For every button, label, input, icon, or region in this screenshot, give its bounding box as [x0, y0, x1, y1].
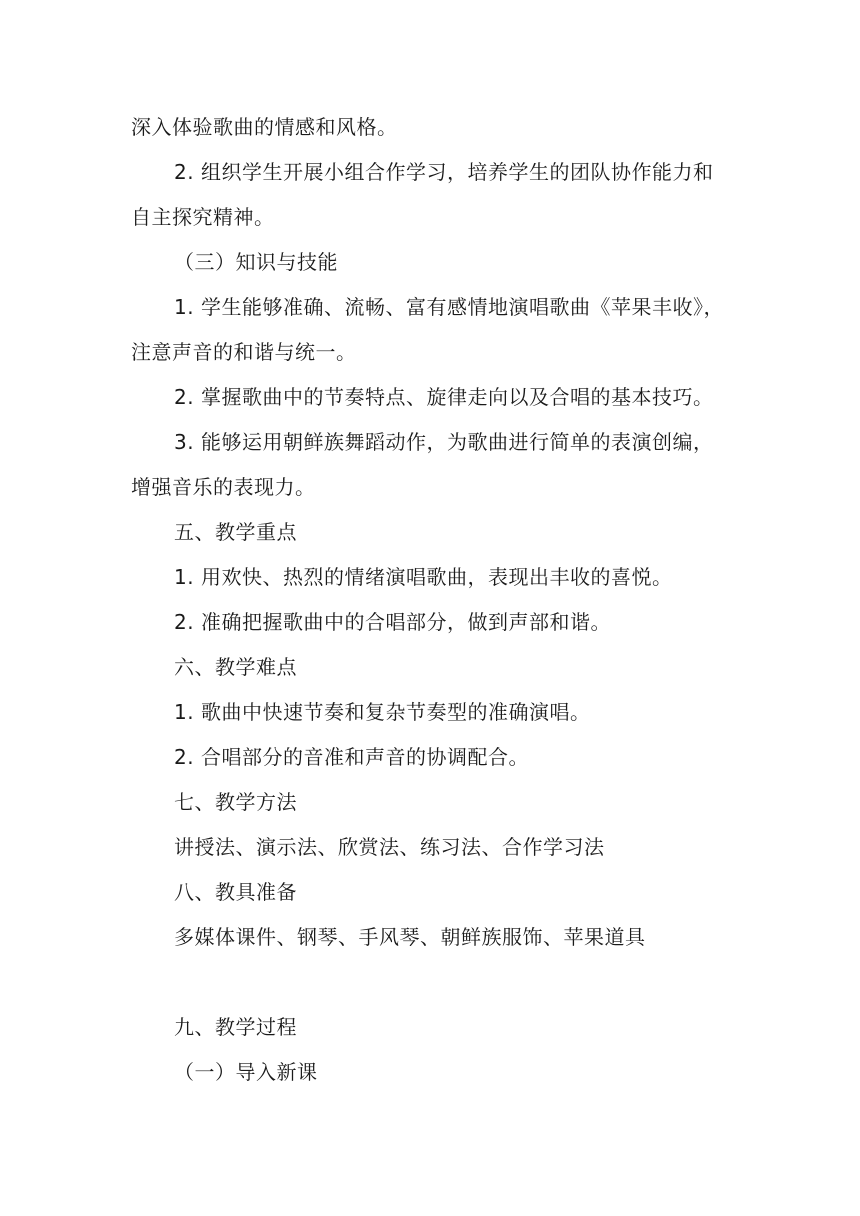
section-heading: 七、教学方法 — [174, 790, 297, 814]
paragraph-line: 1. 学生能够准确、流畅、富有感情地演唱歌曲《苹果丰收》， — [174, 295, 724, 319]
paragraph-line: 深入体验歌曲的情感和风格。 — [131, 115, 398, 139]
paragraph-line: 增强音乐的表现力。 — [131, 475, 316, 499]
paragraph-line: 2. 组织学生开展小组合作学习，培养学生的团队协作能力和 — [174, 160, 714, 184]
paragraph-line: 2. 合唱部分的音准和声音的协调配合。 — [174, 745, 529, 769]
paragraph-line: 1. 歌曲中快速节奏和复杂节奏型的准确演唱。 — [174, 700, 591, 724]
paragraph-line: 讲授法、演示法、欣赏法、练习法、合作学习法 — [174, 835, 605, 859]
paragraph-line: 1. 用欢快、热烈的情绪演唱歌曲，表现出丰收的喜悦。 — [174, 565, 673, 589]
section-heading: 五、教学重点 — [174, 520, 297, 544]
paragraph-line: 2. 准确把握歌曲中的合唱部分，做到声部和谐。 — [174, 610, 611, 634]
section-heading: 九、教学过程 — [174, 1015, 297, 1039]
section-heading: 六、教学难点 — [174, 655, 297, 679]
paragraph-line: 3. 能够运用朝鲜族舞蹈动作，为歌曲进行简单的表演创编， — [174, 430, 714, 454]
paragraph-line: 多媒体课件、钢琴、手风琴、朝鲜族服饰、苹果道具 — [174, 925, 646, 949]
paragraph-line: 注意声音的和谐与统一。 — [131, 340, 357, 364]
paragraph-line: 自主探究精神。 — [131, 205, 275, 229]
paragraph-line: 2. 掌握歌曲中的节奏特点、旋律走向以及合唱的基本技巧。 — [174, 385, 714, 409]
section-heading: 八、教具准备 — [174, 880, 297, 904]
section-subheading: （一）导入新课 — [174, 1060, 318, 1084]
section-subheading: （三）知识与技能 — [174, 250, 338, 274]
